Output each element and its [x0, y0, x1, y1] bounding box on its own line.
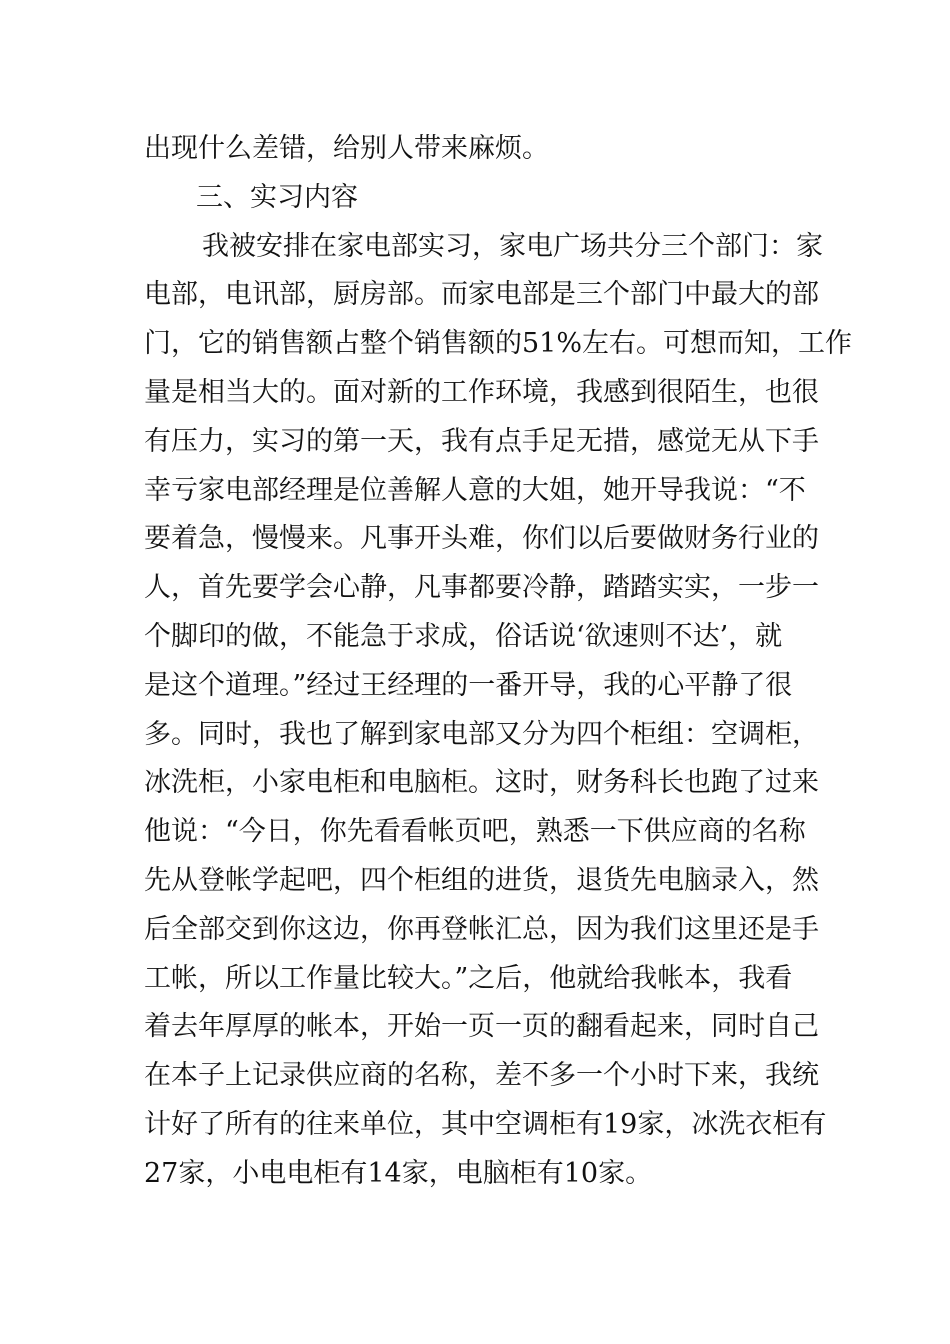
- text-line: 电部，电讯部，厨房部。而家电部是三个部门中最大的部: [144, 279, 819, 311]
- text-line: 有压力，实习的第一天，我有点手足无措，感觉无从下手: [144, 425, 819, 457]
- text-line: 计好了所有的往来单位，其中空调柜有19家，冰洗衣柜有: [144, 1108, 827, 1140]
- text-line: 幸亏家电部经理是位善解人意的大姐，她开导我说：“不: [144, 474, 806, 506]
- text-line: 在本子上记录供应商的名称，差不多一个小时下来，我统: [144, 1060, 819, 1092]
- text-line: 要着急，慢慢来。凡事开头难，你们以后要做财务行业的: [144, 523, 819, 555]
- text-line: 他说：“今日，你先看看帐页吧，熟悉一下供应商的名称: [144, 816, 806, 848]
- section-heading: 三、实习内容: [196, 181, 358, 213]
- text-line: 个脚印的做，不能急于求成，俗话说‘欲速则不达’，就: [144, 620, 783, 652]
- paragraph-first-line: 我被安排在家电部实习，家电广场共分三个部门：家: [202, 230, 823, 262]
- text-line: 27家，小电电柜有14家，电脑柜有10家。: [144, 1157, 653, 1189]
- text-line: 着去年厚厚的帐本，开始一页一页的翻看起来，同时自己: [144, 1011, 819, 1043]
- text-line: 门，它的销售额占整个销售额的51%左右。可想而知，工作: [144, 328, 853, 360]
- document-body: [144, 125, 853, 1199]
- text-line: 先从登帐学起吧，四个柜组的进货，退货先电脑录入，然: [144, 864, 819, 896]
- text-line: 后全部交到你这边，你再登帐汇总，因为我们这里还是手: [144, 913, 819, 945]
- text-line: 工帐，所以工作量比较大。”之后，他就给我帐本，我看: [144, 962, 793, 994]
- text-line: 多。同时，我也了解到家电部又分为四个柜组：空调柜，: [144, 718, 819, 750]
- text-line: 人，首先要学会心静，凡事都要冷静，踏踏实实，一步一: [144, 572, 819, 604]
- text-line: 冰洗柜，小家电柜和电脑柜。这时，财务科长也跑了过来: [144, 767, 819, 799]
- text-line: 是这个道理。”经过王经理的一番开导，我的心平静了很: [144, 669, 793, 701]
- text-line: 出现什么差错，给别人带来麻烦。: [144, 133, 549, 164]
- text-line: 量是相当大的。面对新的工作环境，我感到很陌生，也很: [144, 376, 819, 408]
